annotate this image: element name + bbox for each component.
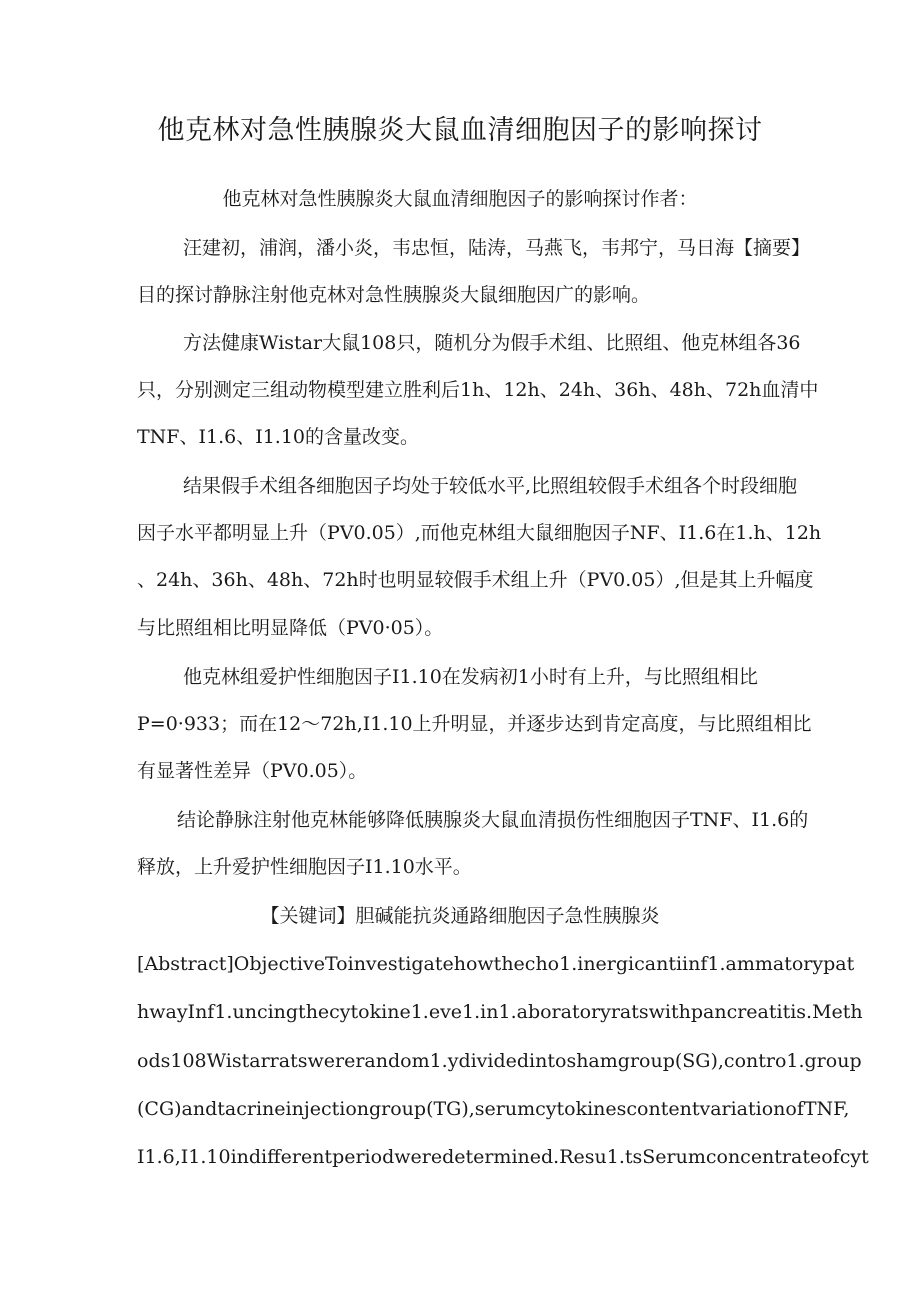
- english-abstract-line-1: [Abstract]ObjectiveToinvestigatehowthecho1.inergicantiinf1.ammatorypat: [137, 953, 855, 975]
- results-line-2: 因子水平都明显上升（PV0.05）,而他克林组大鼠细胞因子NF、I1.6在1.h、12h: [137, 522, 822, 544]
- english-abstract-line-5: I1.6,I1.10indifferentperiodweredetermined.Resu1.tsSerumconcentrateofcyt: [137, 1146, 869, 1168]
- methods-line-2: 只，分别测定三组动物模型建立胜利后1h、12h、24h、36h、48h、72h血清中: [137, 379, 819, 401]
- results-line-7: 有显著性差异（PV0.05）。: [137, 760, 368, 782]
- abstract-purpose-line: 目的探讨静脉注射他克林对急性胰腺炎大鼠细胞因广的影响。: [137, 284, 651, 306]
- methods-line-1: 方法健康Wistar大鼠108只，随机分为假手术组、比照组、他克林组各36: [183, 332, 801, 354]
- results-line-1: 结果假手术组各细胞因子均处于较低水平,比照组较假手术组各个时段细胞: [183, 475, 798, 497]
- author-heading-line: 他克林对急性胰腺炎大鼠血清细胞因子的影响探讨作者：: [222, 188, 698, 210]
- keywords-line: 【关键词】胆碱能抗炎通路细胞因子急性胰腺炎: [260, 905, 660, 927]
- results-line-6: P=0·933；而在12～72h,I1.10上升明显，并逐步达到肯定高度，与比照组相比: [137, 713, 812, 735]
- results-line-5: 他克林组爱护性细胞因子I1.10在发病初1小时有上升，与比照组相比: [183, 666, 758, 688]
- english-abstract-line-3: ods108Wistarratswererandom1.ydividedintoshamgroup(SG),contro1.group: [137, 1050, 862, 1072]
- conclusion-line-1: 结论静脉注射他克林能够降低胰腺炎大鼠血清损伤性细胞因子TNF、I1.6的: [177, 809, 809, 831]
- english-abstract-line-4: (CG)andtacrineinjectiongroup(TG),serumcytokinescontentvariationofTNF,: [137, 1098, 850, 1120]
- results-line-4: 与比照组相比明显降低（PV0·05）。: [137, 617, 444, 639]
- conclusion-line-2: 释放，上升爱护性细胞因子I1.10水平。: [137, 856, 472, 878]
- authors-line: 汪建初，浦润，潘小炎，韦忠恒，陆涛，马燕飞，韦邦宁，马日海【摘要】: [183, 237, 811, 259]
- methods-line-3: TNF、I1.6、I1.10的含量改变。: [137, 426, 420, 448]
- document-title: 他克林对急性胰腺炎大鼠血清细胞因子的影响探讨: [157, 115, 763, 146]
- results-line-3: 、24h、36h、48h、72h时也明显较假手术组上升（PV0.05）,但是其上升幅度: [137, 569, 814, 591]
- english-abstract-line-2: hwayInf1.uncingthecytokine1.eve1.in1.aboratoryratswithpancreatitis.Meth: [137, 1001, 863, 1023]
